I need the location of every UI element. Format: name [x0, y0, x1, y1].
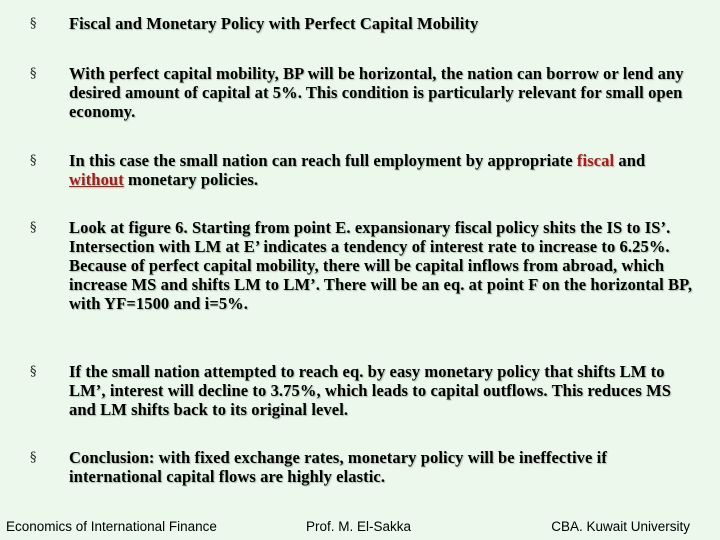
- footer-author: Prof. M. El-Sakka: [306, 519, 412, 534]
- footer-course: Economics of International Finance: [6, 519, 217, 534]
- bullet-text-title: Fiscal and Monetary Policy with Perfect Capital Mobility: [69, 14, 479, 33]
- bullet-marker: §: [30, 364, 37, 379]
- bullet-marker: §: [30, 153, 37, 168]
- text-segment: monetary policies.: [123, 170, 259, 189]
- bullet-text: If the small nation attempted to reach eq. by easy monetary policy that shifts LM to LM’, interest will decline to 3.75%, which leads to capital outflows. This reduces MS and LM shifts back to its original level.: [69, 362, 672, 419]
- bullet-text: Look at figure 6. Starting from point E. expansionary fiscal policy shits the IS to IS’. Intersection with LM at E’ indicates a tendency of interest rate to increase to 6.25%. Because of perfect capital mobility, there will be capital inflows from abroad, which increase MS and shifts LM to LM’. There will be an eq. at point F on the horizontal BP, with YF=1500 and i=5%.: [69, 218, 693, 313]
- footer-institution: CBA. Kuwait University: [551, 519, 690, 534]
- slide-footer: [0, 514, 720, 540]
- bullet-marker: §: [30, 16, 37, 31]
- bullet-marker: §: [30, 450, 37, 465]
- bullet-marker: §: [30, 220, 37, 235]
- without-emphasis: without: [69, 170, 124, 189]
- bullet-text: [69, 151, 699, 189]
- bullet-text: With perfect capital mobility, BP will be horizontal, the nation can borrow or lend any desired amount of capital at 5%. This condition is particularly relevant for small open economy.: [69, 64, 684, 121]
- bullet-text: Conclusion: with fixed exchange rates, monetary policy will be ineffective if international capital flows are highly elastic.: [69, 448, 607, 486]
- text-segment: and: [614, 151, 646, 170]
- fiscal-emphasis: fiscal: [576, 151, 615, 170]
- text-segment: In this case the small nation can reach full employment by appropriate: [69, 151, 577, 170]
- bullet-marker: §: [30, 66, 37, 81]
